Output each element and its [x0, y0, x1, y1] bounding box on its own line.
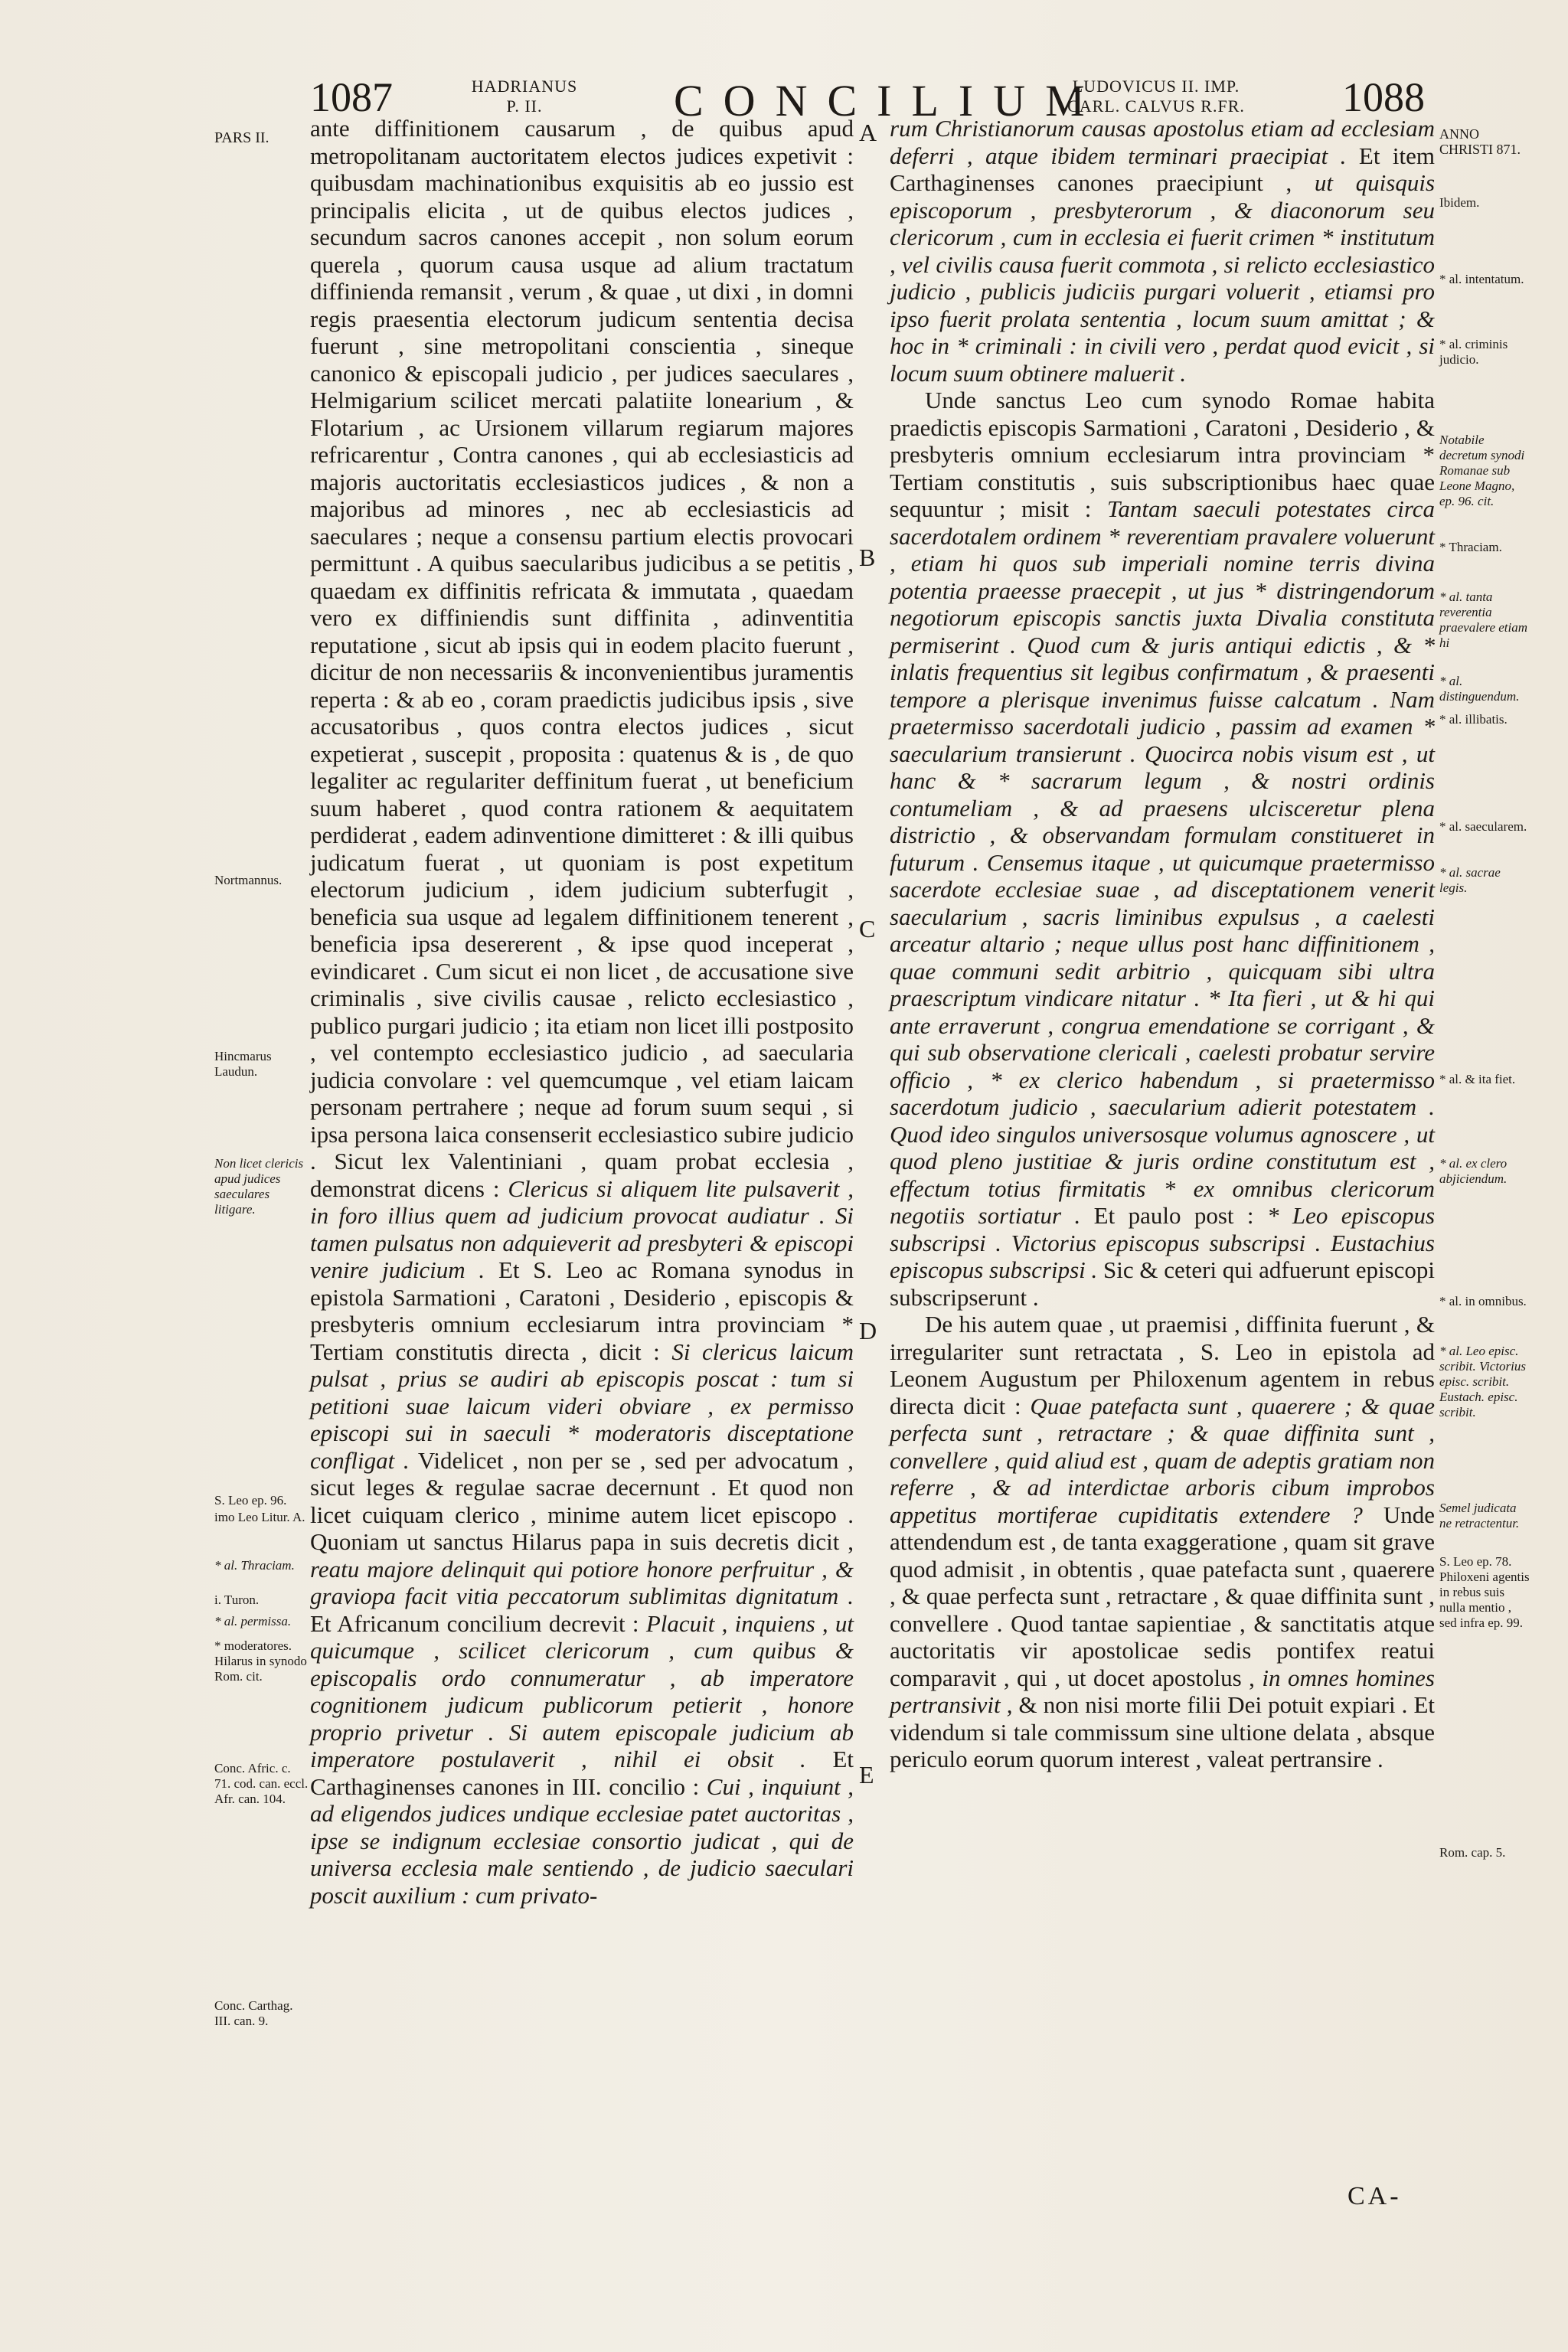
right-paragraph-3: De his autem quae , ut praemisi , diffinita fuerunt , & irregulariter sunt retractata , S. Leo in epistola ad Leonem Augustum per Philoxenum agentem in rebus directa dicit : Quae patefacta sunt , quaerere ; & quae perfecta sunt , retractare ; & quae diffinita sunt , convellere , quid aliud est , quam de adeptis gratiam non referre , & ad interdictae arboris cibum improbos appetitus mortiferae cupiditatis extendere ? Unde attendendum est , de tanta exaggeratione , quam sit grave quod admisit , in obtentis , quae patefacta sunt , quaerere , & quae perfecta sunt , retractare , & quae diffinita sunt , convellere . Quod tantae sapientiae , & sanctitatis atque auctoritatis vir apostolicae sedis pontifex reatui comparavit , qui , ut docet apostolus , in omnes homines pertransivit , & non nisi morte filii Dei potuit expiari . Et videndum si tale commissum sine ultione delata , absque periculo eorum quorum interest , valeat pertransire . — [890, 1311, 1436, 1772]
left-paragraph: ante diffinitionem causarum , de quibus apud metropolitanam auctoritatem electos judices expetivit : quibusdam machinationibus exquisitis ab eo jussio est principalis elicita , ut de quibus electos judices , secundum sacros canones accepit , non solum eorum querela , quorum causa usque ad alium tractatum diffinienda remansit , verum , & quae , ut dixi , in domni regis praesentia electorum judicum sententia decisa fuerunt , sine metropolitani conscientia , sineque canonico & episcopali judicio , per judices saeculares , Helmigarium scilicet mercati palatiite lonearium , & Flotarium , ac Ursionem villarum regiarum majores refricarentur , Contra canones , qui ab ecclesiasticis ad majoris auctoritatis ecclesiasticos judices , & non a majoribus ad minores , nec ab ecclesiasticis ad saeculares ; neque a consensu partium electis provocari permittunt . A quibus saecularibus judicibus a se petitis , quaedam ex diffinitis refricata & immutata , quaedam vero ex diffiniendis sunt diffinita , adinventitia reputatione , sicut ab ipsis qui in eodem placito fuerunt , dicitur de non necessariis & inconvenientibus juramentis reperta : & ab eo , coram praedictis judicibus ipsis , sive accusatoribus , quos contra electos judices , sicut expetierat , suscepit , proposita : quatenus & is , de quo legaliter ac regulariter deffinitum fuerat , ut beneficium suum haberet , quod contra rationem & aequitatem perdiderat , eadem adinventione dimitteret : & illi quibus judicatum fuerat , ut quoniam is post expetitum electorum judicium , idem judicium subterfugit , beneficia sua usque ad legalem diffinitionem tenerent , beneficia ipsa desererent , & ipse quod inceperat , evindicaret . Cum sicut ei non licet , de accusatione sive criminalis , sive civilis causae , relicto ecclesiastico , publico purgari judicio ; ita etiam non licet illi postposito , vel contempto ecclesiastico judicio , ad saecularia judicia convolare : vel quemcumque , vel etiam laicam personam pertrahere ; neque ad forum suum sequi , si ipsa persona laica consenserit ecclesiastico subire judicio . Sicut lex Valentiniani , quam probat ecclesia , demonstrat dicens : Clericus si aliquem lite pulsaverit , in foro illius quem ad judicium provocat audiatur . Si tamen pulsatus non adquieverit ad presbyteri & episcopi venire judicium . Et S. Leo ac Romana synodus in epistola Sarmationi , Caratoni , Desiderio , episcopis & presbyteris omnium ecclesiarum intra provinciam * Tertiam constitutis directa , dicit : Si clericus laicum pulsat , prius se audiri ab episcopis poscat : tum si petitioni suae laicum videri obviare , ex permisso episcopi sui in saeculi * moderatoris disceptatione confligat . Videlicet , non per se , sed per advocatum , sicut leges & regulae sacrae decernunt . Et quod non licet cuiquam clerico , minime autem licet episcopo . Quoniam ut sanctus Hilarus papa in suis decretis dicit , reatu majore delinquit qui potiore honore perfruitur , & gravioра facit vitia peccatorum sublimitas dignitatum . Et Africanum concilium decrevit : Placuit , inquiens , ut quicumque , scilicet clericorum , cum quibus & episcopalis ordo connumeratur , ab imperatore cognitionem judicum publicorum petierit , honore proprio privetur . Si autem episcopale judicium ab imperatore postulaverit , nihil ei obsit . Et Carthaginenses canones in III. concilio : Cui , inquiunt , ad eligendos judices undique ecclesiae patet auctoritas , ipse se indignum ecclesiae consortio judicat , qui de universa ecclesia male sentiendo , de judicio saeculari poscit auxilium : cum privato- — [310, 115, 854, 1909]
right-note: Ibidem. — [1439, 195, 1480, 210]
left-note: Hincmarus Laudun. — [214, 1049, 272, 1079]
right-note: * al. saecularem. — [1439, 819, 1527, 834]
right-note: * al. criminis judicio. — [1439, 337, 1508, 367]
left-note: PARS II. — [214, 129, 270, 146]
right-note: * al. sacrae legis. — [1439, 865, 1501, 895]
section-letter-b: B — [859, 544, 876, 571]
left-note: * al. permissa. — [214, 1614, 292, 1628]
left-note: i. Turon. — [214, 1592, 260, 1607]
right-note: * al. ex clero abjiciendum. — [1439, 1156, 1508, 1186]
right-note: * al. intentatum. — [1439, 272, 1524, 286]
left-note: Nortmannus. — [214, 873, 283, 887]
right-note: Notabile decretum synodi Romanae sub Leone Magno, ep. 96. cit. — [1439, 433, 1525, 508]
right-text-column — [890, 115, 1435, 1773]
left-text-column — [310, 115, 854, 1909]
right-note: * al. Leo episc. scribit. Victorius episc. scribit. Eustach. episc. scribit. — [1439, 1344, 1527, 1419]
right-note: * Thraciam. — [1439, 540, 1502, 554]
right-note: * al. illibatis. — [1439, 712, 1508, 727]
left-note: Non licet clericis apud judices saeculares litigare. — [214, 1156, 304, 1217]
left-note: S. Leo ep. 96. — [214, 1493, 287, 1508]
section-letter-c: C — [859, 915, 876, 942]
catchword: CA- — [1348, 2182, 1402, 2210]
right-note: * al. distinguendum. — [1439, 674, 1520, 704]
right-paragraph-2: Unde sanctus Leo cum synodo Romae habita praedictis episcopis Sarmationi , Caratoni , Desiderio , & presbyteris omnium ecclesiarum intra provinciam * Tertiam constitutis , suis subscriptionibus haec quae sequuntur ; misit : Tantam saeculi potestates circa sacerdotalem ordinem * reverentiam pravalere voluerunt , etiam hi quos sub imperiali nomine terris divina potentia praeesse praecepit , ut jus * distringendorum negotiorum episcopis sanctis juxta Divalia constituta permiserint . Quod cum & juris antiqui edictis , & * inlatis frequentius sit legibus confirmatum , & praesenti tempore a plerisque invenimus fuisse calcatum . Nam praetermisso sacerdotali judicio , passim ad examen * saecularium transierunt . Quocirca nobis visum est , ut hanc & * sacrarum legum , & nostri ordinis contumeliam , & ad praesens ulcisceretur plena districtio , & observandam formulam constitueret in futurum . Censemus itaque , ut quicumque praetermisso sacerdote ecclesiae suae , ad disceptationem venerit saecularium , sacris liminibus expulsus , a caelesti arceatur altario ; neque ullus post hanc diffinitionem , quae communi sedit arbitrio , quicquam sibi ultra praescriptum vindicare nitatur . * Ita fieri , ut & hi qui ante erraverunt , congrua emendatione se corrigant , & qui sub observatione clericali , caelesti probatur servire officio , * ex clerico habendum , si praetermisso sacerdotum judicio , saecularium adierit potestatem . Quod ideo singulos universosque volumus agnoscere , ut quod pleno justitiae & juris ordine constitutum est , effectum totius firmitatis * ex omnibus clericorum negotiis sortiatur . Et paulo post : * Leo episcopus subscripsi . Victorius episcopus subscripsi . Eustachius episcopus subscripsi . Sic & ceteri qui adfuerunt episcopi subscripserunt . — [890, 387, 1436, 1311]
page-number-left: 1087 — [310, 74, 393, 120]
left-note: imo Leo Litur. A. — [214, 1510, 305, 1524]
right-note: * al. in omnibus. — [1439, 1294, 1527, 1308]
right-note: * al. & ita fiet. — [1439, 1072, 1516, 1086]
right-note: Semel judicata ne retractentur. — [1439, 1501, 1520, 1530]
page-number-right: 1088 — [1342, 74, 1425, 120]
running-head-right: LUDOVICUS II. IMP. CARL. CALVUS R.FR. — [1067, 77, 1245, 116]
right-note: Rom. cap. 5. — [1439, 1845, 1506, 1860]
section-letter-d: D — [859, 1317, 877, 1344]
running-head-left: HADRIANUS P. II. — [471, 77, 578, 116]
page-title: CONCILIUM — [674, 76, 1105, 126]
right-paragraph-1: rum Christianorum causas apostolus etiam ad ecclesiam deferri , atque ibidem terminari praecipiat . Et item Carthaginenses canones praecipiunt , ut quisquis episcoporum , presbyterorum , & diaconorum seu clericorum , cum in ecclesia ei fuerit crimen * institutum , vel civilis causa fuerit commota , si relicto ecclesiastico judicio , publicis judiciis purgari voluerit , etiamsi pro ipso fuerit prolata sententia , locum suum amittat ; & hoc in * criminali : in civili vero , perdat quod evicit , si locum suum obtinere maluerit . — [890, 115, 1436, 387]
left-note: Conc. Carthag. III. can. 9. — [214, 1998, 293, 2028]
left-note: * al. Thraciam. — [214, 1558, 295, 1573]
right-note: * al. tanta reverentia praevalere etiam hi — [1439, 590, 1528, 650]
right-note: S. Leo ep. 78. Philoxeni agentis in rebus suis nulla mentio , sed infra ep. 99. — [1439, 1554, 1530, 1630]
section-letter-a: A — [859, 119, 877, 146]
left-note: Conc. Afric. c. 71. cod. can. eccl. Afr. can. 104. — [214, 1761, 309, 1806]
right-note: ANNO CHRISTI 871. — [1439, 126, 1521, 157]
left-note: * moderatores. Hilarus in synodo Rom. cit. — [214, 1638, 307, 1684]
section-letter-e: E — [859, 1761, 874, 1788]
